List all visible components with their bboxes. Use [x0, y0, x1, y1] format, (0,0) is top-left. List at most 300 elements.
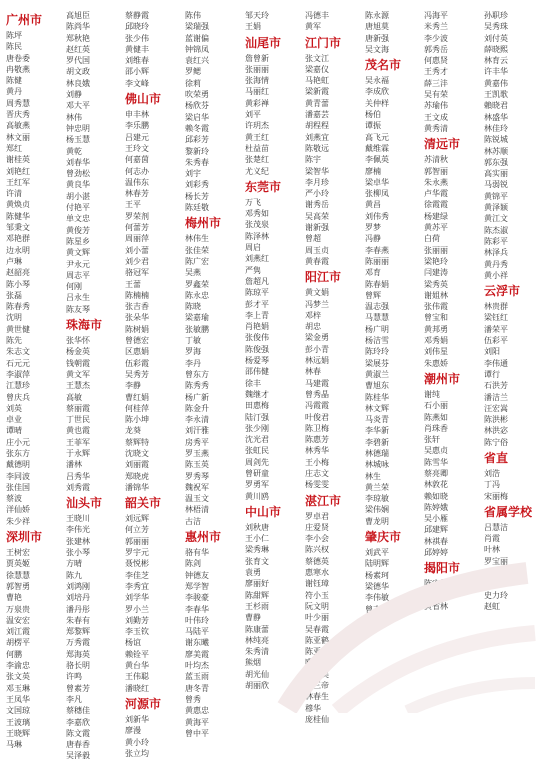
- column-3: [125, 10, 175, 759]
- person-name: 蔡辉特: [125, 437, 149, 447]
- person-name: 周秀慧: [6, 98, 30, 108]
- person-name: 曾秀晶: [305, 389, 329, 399]
- person-name: 林佳玲: [484, 123, 508, 133]
- person-name: 黄淑兰: [365, 369, 389, 379]
- person-name: 王红军: [6, 177, 30, 187]
- person-name: 叶伟玲: [185, 615, 209, 625]
- person-name: 林苏顺: [484, 146, 508, 156]
- person-name: 吹荣勇: [185, 90, 209, 100]
- person-name: 朱春有: [66, 615, 90, 625]
- person-name: 郑海英: [66, 649, 90, 659]
- person-name: 邓大平: [66, 101, 90, 111]
- person-name: 胡忠: [305, 322, 321, 332]
- person-name: 袁红兴: [185, 56, 209, 66]
- person-name: 梁伟娴: [365, 505, 389, 515]
- person-name: 吴泽毅: [66, 751, 90, 761]
- person-name: 刘小蕾: [125, 245, 149, 255]
- person-name: 潘丹彤: [66, 604, 90, 614]
- person-name: 朱志文: [6, 347, 30, 357]
- person-name: 黄嘉伟: [484, 78, 508, 88]
- person-name: 廖楠: [365, 166, 381, 176]
- person-name: 邓秀如: [245, 209, 269, 219]
- person-name: 吴燕: [185, 268, 201, 278]
- person-name: 吴永福: [365, 76, 389, 86]
- person-name: 刘燕宜: [305, 132, 329, 142]
- person-name: 吴惠贞: [424, 446, 448, 456]
- person-name: 戴维霖: [365, 143, 389, 153]
- person-name: 李伟敏: [365, 593, 389, 603]
- person-name: 尤义纪: [245, 166, 269, 176]
- person-name: 江慧珍: [6, 381, 30, 391]
- person-name: 林贵群: [484, 302, 508, 312]
- person-name: 黄文辉: [66, 248, 90, 258]
- person-name: 张东方: [6, 448, 30, 458]
- person-name: 林远娟: [305, 356, 329, 366]
- person-name: 叶俊君: [305, 412, 329, 422]
- person-name: 彭才平: [245, 299, 269, 309]
- person-name: 林盛华: [484, 112, 508, 122]
- person-name: 关仲样: [365, 98, 389, 108]
- person-name: 曾超: [305, 234, 321, 244]
- person-name: 郑晓虎: [125, 471, 149, 481]
- person-name: 林城咏: [365, 460, 389, 470]
- person-name: 潘锦华: [125, 482, 149, 492]
- person-name: 罗海: [185, 347, 201, 357]
- person-name: 罗宝丽: [484, 556, 508, 566]
- person-name: 谢新强: [305, 223, 329, 233]
- person-name: 何嘉茵: [125, 155, 149, 165]
- person-name: 林洪宓: [484, 426, 508, 436]
- person-name: 梁秀英: [424, 279, 448, 289]
- city-heading: 佛山市: [125, 92, 162, 107]
- person-name: 张磊: [6, 290, 22, 300]
- person-name: 晋庆秀: [6, 110, 30, 120]
- person-name: 罗荣剂: [125, 211, 149, 221]
- person-name: 申丰林: [125, 110, 149, 120]
- person-name: 王小仁: [245, 534, 269, 544]
- person-name: 刘伟星: [424, 347, 448, 357]
- city-heading: 深圳市: [6, 530, 43, 545]
- person-name: 林生: [365, 471, 381, 481]
- person-name: 徐霞霞: [424, 200, 448, 210]
- city-heading: 云浮市: [484, 284, 521, 299]
- person-name: 朱秀春: [185, 157, 209, 167]
- person-name: 边永明: [6, 245, 30, 255]
- person-name: 张丹虹: [484, 579, 508, 589]
- person-name: 谭振: [365, 121, 381, 131]
- person-name: 李伟通: [484, 358, 508, 368]
- person-name: 曾素芳: [66, 683, 90, 693]
- person-name: 曹静: [245, 613, 261, 623]
- person-name: 马建霞: [305, 378, 329, 388]
- person-name: 李淑萍: [6, 369, 30, 379]
- person-name: 庄小元: [6, 437, 30, 447]
- person-name: 李秀宜: [125, 581, 149, 591]
- person-name: 陈泽林: [245, 231, 269, 241]
- person-name: 梁钰红: [484, 313, 508, 323]
- person-name: 刘秋唐: [245, 522, 269, 532]
- person-name: 张建林: [66, 536, 90, 546]
- person-name: 张丽丽: [245, 64, 269, 74]
- person-name: 刘学华: [125, 593, 149, 603]
- column-9: [484, 10, 534, 612]
- person-name: 曹旭东: [365, 381, 389, 391]
- person-name: 梁德华: [365, 581, 389, 591]
- person-name: 杨爱琴: [245, 356, 269, 366]
- person-name: 张佳荣: [185, 245, 209, 255]
- person-name: 苏瑜伟: [424, 101, 448, 111]
- person-name: 邓秀娟: [424, 336, 448, 346]
- person-name: 冯霞霞: [305, 401, 329, 411]
- person-name: 陈树娟: [125, 324, 149, 334]
- person-name: 杨金英: [66, 347, 90, 357]
- person-name: 陈春秀: [6, 302, 30, 312]
- person-name: 梁智华: [305, 166, 329, 176]
- person-name: 詹曾新: [245, 53, 269, 63]
- person-name: 邱彩芳: [185, 135, 209, 145]
- person-name: 郭秀岳: [424, 44, 448, 54]
- person-name: 杨广新: [185, 392, 209, 402]
- person-name: 黄苏平: [424, 223, 448, 233]
- person-name: 张茂泉: [245, 220, 269, 230]
- person-name: 王晓川: [66, 514, 90, 524]
- person-name: 李华新: [365, 426, 389, 436]
- person-name: 黄文娟: [305, 288, 329, 298]
- person-name: 陈楠楠: [125, 290, 149, 300]
- person-name: 张育文: [245, 556, 269, 566]
- person-name: 杨谊: [125, 638, 141, 648]
- city-heading: 揭阳市: [424, 561, 461, 576]
- person-name: 冉敬燕: [6, 64, 30, 74]
- person-name: 王慧杰: [66, 381, 90, 391]
- person-name: 黄文军: [66, 369, 90, 379]
- person-name: 陈桂华: [365, 392, 389, 402]
- person-name: 吴小雁: [424, 514, 448, 524]
- person-name: 吴秀芳: [125, 369, 149, 379]
- person-name: 李少波: [424, 33, 448, 43]
- person-name: 米秀兰: [424, 22, 448, 32]
- person-name: 单文忠: [66, 214, 90, 224]
- person-name: 何鹏: [6, 649, 22, 659]
- person-name: 王凤华: [6, 694, 30, 704]
- person-name: 李渝忠: [6, 661, 30, 671]
- person-name: 朱永燕: [424, 177, 448, 187]
- person-name: 高飞元: [365, 132, 389, 142]
- person-name: 蔡波: [6, 494, 22, 504]
- person-name: 刘伟秀: [365, 211, 389, 221]
- person-name: 方晴: [66, 559, 82, 569]
- person-name: 吴有荣: [424, 90, 448, 100]
- person-name: 魏继才: [245, 389, 269, 399]
- person-name: 杨玉慧: [66, 135, 90, 145]
- person-name: 张俊伟: [245, 333, 269, 343]
- person-name: 符小玉: [305, 590, 329, 600]
- person-name: 谢秀岳: [305, 200, 329, 210]
- person-name: 许玥杰: [245, 121, 269, 131]
- person-name: 刘新华: [125, 714, 149, 724]
- person-name: 汪宏嵩: [484, 403, 508, 413]
- person-name: 张文江: [305, 53, 329, 63]
- person-name: 欧远强: [305, 658, 329, 668]
- person-name: 钟锦凤: [185, 44, 209, 54]
- person-name: 杨洁雪: [365, 336, 389, 346]
- person-name: 吴文海: [365, 44, 389, 54]
- person-name: 王平: [125, 200, 141, 210]
- person-name: 沈光君: [245, 435, 269, 445]
- person-name: 谢东曦: [185, 638, 209, 648]
- person-name: 梁启华: [185, 112, 209, 122]
- city-heading: 阳江市: [305, 270, 342, 285]
- person-name: 高敏燕: [6, 121, 30, 131]
- person-name: 古洁: [185, 516, 201, 526]
- person-name: 王菲军: [66, 437, 90, 447]
- person-name: 许鸣: [66, 672, 82, 682]
- person-name: 李玉钦: [125, 627, 149, 637]
- person-name: 朱秀清: [245, 647, 269, 657]
- person-name: 卓业: [6, 415, 22, 425]
- person-name: 陈民: [6, 42, 22, 52]
- person-name: 张少伟: [125, 33, 149, 43]
- person-name: 惠寒水: [305, 568, 329, 578]
- person-name: 陈雪华: [424, 457, 448, 467]
- column-5: [245, 10, 295, 691]
- person-name: 沈明: [6, 313, 22, 323]
- person-name: 曹艳: [6, 593, 22, 603]
- person-name: 陈晓: [185, 302, 201, 312]
- person-name: 林祺春: [424, 536, 448, 546]
- person-name: 王秀才: [424, 67, 448, 77]
- person-name: 廖美霞: [185, 649, 209, 659]
- person-name: 吴秀珠: [484, 22, 508, 32]
- person-name: 田惠梅: [245, 401, 269, 411]
- person-name: 黄海平: [185, 717, 209, 727]
- person-name: 王杉雨: [245, 601, 269, 611]
- person-name: 黄世健: [6, 324, 30, 334]
- person-name: 罗小兰: [125, 604, 149, 614]
- person-name: 蓝谢偏: [185, 33, 209, 43]
- person-name: 杨伯: [365, 110, 381, 120]
- person-name: 陈永忠: [185, 290, 209, 300]
- person-name: 温志强: [365, 302, 389, 312]
- person-name: 李静: [125, 381, 141, 391]
- person-name: 李小会: [305, 534, 329, 544]
- person-name: 阮文明: [305, 601, 329, 611]
- person-name: 钟忠明: [66, 123, 90, 133]
- person-name: 黄乾: [66, 146, 82, 156]
- person-name: 黄焕贞: [6, 200, 30, 210]
- person-name: 李月珍: [305, 177, 329, 187]
- person-name: 李伟光: [66, 525, 90, 535]
- person-name: 周志平: [66, 270, 90, 280]
- person-name: 张立均: [125, 748, 149, 758]
- person-name: 陈锐城: [484, 135, 508, 145]
- person-name: 邱建辉: [424, 525, 448, 535]
- person-name: 曾庆兵: [6, 392, 30, 402]
- person-name: 胡小湛: [66, 191, 90, 201]
- person-name: 许丰华: [484, 67, 508, 77]
- person-name: 梁嘉仪: [305, 64, 329, 74]
- person-name: 张朵华: [125, 313, 149, 323]
- person-name: 王玲文: [125, 143, 149, 153]
- person-name: 唐冬青: [185, 683, 209, 693]
- person-name: 陈玉英: [185, 460, 209, 470]
- person-name: 王树宏: [6, 548, 30, 558]
- person-name: 梁艳玲: [424, 256, 448, 266]
- person-name: 熊烟: [245, 658, 261, 668]
- person-name: 陈金升: [185, 403, 209, 413]
- person-name: 邵小辉: [125, 67, 149, 77]
- person-name: 袁勇: [245, 568, 261, 578]
- person-name: 黄青蕾: [305, 98, 329, 108]
- person-name: 黄江文: [484, 214, 508, 224]
- person-name: 陈三帝: [305, 681, 329, 691]
- person-name: 唐新强: [365, 33, 389, 43]
- person-name: 严隽: [245, 265, 261, 275]
- person-name: 陈春娟: [365, 279, 389, 289]
- person-name: 李成欣: [365, 87, 389, 97]
- person-name: 周启: [245, 243, 261, 253]
- person-name: 张佳国: [6, 482, 30, 492]
- city-heading: 肇庆市: [365, 530, 402, 545]
- person-name: 罗勇军: [245, 480, 269, 490]
- person-name: 李上青: [245, 310, 269, 320]
- person-name: 黄春霞: [305, 256, 329, 266]
- person-name: 林梧清: [185, 505, 209, 515]
- person-name: 王凯歌: [484, 90, 508, 100]
- person-name: 张红悦: [424, 590, 448, 600]
- city-heading: 清远市: [424, 137, 461, 152]
- person-name: 周剑先: [245, 457, 269, 467]
- person-name: 叶林: [484, 545, 500, 555]
- person-name: 洋仙娇: [6, 505, 30, 515]
- city-heading: 省直: [484, 450, 509, 465]
- person-name: 孙职珍: [484, 11, 508, 20]
- city-heading: 珠海市: [66, 318, 103, 333]
- person-name: 黄良华: [66, 180, 90, 190]
- person-name: 张华怀: [66, 336, 90, 346]
- person-name: 陈卫梅: [305, 423, 329, 433]
- person-name: 张丽丽: [424, 245, 448, 255]
- person-name: 林伟生: [185, 234, 209, 244]
- person-name: 陈洪彬: [484, 415, 508, 425]
- person-name: 何刚: [66, 282, 82, 292]
- person-name: 刘春华: [66, 157, 90, 167]
- person-name: 陈燕如: [424, 412, 448, 422]
- person-name: 庞桂仙: [305, 714, 329, 724]
- person-name: 肖珠香: [424, 423, 448, 433]
- person-name: 谭晴: [6, 426, 22, 436]
- person-name: 陈玲玲: [365, 347, 389, 357]
- person-name: 万飞: [245, 197, 261, 207]
- person-name: 陈小琴: [6, 279, 30, 289]
- person-name: 郑黎辉: [66, 627, 90, 637]
- person-name: 刘勤芳: [125, 615, 149, 625]
- person-name: 梁展芬: [365, 358, 389, 368]
- person-name: 曾吉玲: [365, 604, 389, 614]
- person-name: 郭丽丽: [125, 536, 149, 546]
- person-name: 陈尚华: [66, 22, 90, 32]
- person-name: 吴春霞: [305, 624, 329, 634]
- person-name: 宋丽梅: [484, 491, 508, 501]
- person-name: 黄兰荣: [365, 482, 389, 492]
- person-name: 刘培丹: [66, 593, 90, 603]
- person-name: 蔡穗佳: [66, 706, 90, 716]
- person-name: 陈宇: [305, 155, 321, 165]
- person-name: 李丹: [185, 358, 201, 368]
- person-name: 黄健丰: [125, 44, 149, 54]
- person-name: 李佩英: [365, 155, 389, 165]
- person-name: 吕永生: [66, 293, 90, 303]
- person-name: 李永清: [185, 415, 209, 425]
- person-name: 庄志文: [305, 468, 329, 478]
- person-name: 林德瑞: [365, 448, 389, 458]
- person-name: 骆冠军: [125, 268, 149, 278]
- person-name: 王娟: [245, 22, 261, 32]
- city-heading: 广州市: [6, 13, 43, 27]
- person-name: 林伟: [66, 112, 82, 122]
- person-name: 高旭臣: [66, 11, 90, 20]
- person-name: 黄秀清: [424, 123, 448, 133]
- person-name: 黄昌: [365, 200, 381, 210]
- person-name: 郑学智: [185, 581, 209, 591]
- person-name: 高敏: [66, 392, 82, 402]
- person-name: 叶均杰: [185, 661, 209, 671]
- person-name: 张小琴: [66, 548, 90, 558]
- person-name: 梁嘉瑜: [185, 313, 209, 323]
- person-name: 王波璃: [6, 717, 30, 727]
- person-name: 刘维春: [125, 56, 149, 66]
- person-name: 罗鑫荣: [185, 279, 209, 289]
- person-name: 林秀华: [305, 446, 329, 456]
- person-name: 陈宁俗: [484, 437, 508, 447]
- person-name: 马琳: [6, 740, 22, 750]
- person-name: 吕秀华: [66, 471, 90, 481]
- column-2: [66, 10, 116, 762]
- person-name: 区惠娟: [125, 347, 149, 357]
- person-name: 万秀霞: [66, 638, 90, 648]
- person-name: 黄泽颖: [484, 203, 508, 213]
- person-name: 白荷: [424, 234, 440, 244]
- person-name: 黄小玲: [125, 737, 149, 747]
- person-name: 郭东强: [484, 157, 508, 167]
- person-name: 卢华霞: [424, 189, 448, 199]
- person-name: 黄小祥: [484, 270, 508, 280]
- person-name: 蓝玉雨: [185, 672, 209, 682]
- person-name: 刘静: [66, 90, 82, 100]
- person-name: 杨建绿: [424, 211, 448, 221]
- person-name: 曾中平: [185, 728, 209, 738]
- person-name: 王文成: [424, 112, 448, 122]
- person-name: 高实丽: [484, 169, 508, 179]
- person-name: 邓艳群: [6, 234, 30, 244]
- person-name: 林文辉: [365, 403, 389, 413]
- person-name: 梁秀琳: [245, 545, 269, 555]
- person-name: 温伟东: [125, 177, 149, 187]
- person-name: 杜益苗: [245, 143, 269, 153]
- person-name: 穆华: [305, 703, 321, 713]
- person-name: 罗宇元: [125, 548, 149, 558]
- person-name: 石小丽: [424, 401, 448, 411]
- person-name: 薛晓熙: [484, 44, 508, 54]
- person-name: 王伟聪: [125, 672, 149, 682]
- city-heading: 江门市: [305, 35, 342, 50]
- person-name: 罗玉燕: [185, 448, 209, 458]
- person-name: 刘远辉: [125, 514, 149, 524]
- person-name: 潘荣平: [484, 324, 508, 334]
- person-name: 黄俊芳: [66, 225, 90, 235]
- person-name: 杨素珂: [365, 570, 389, 580]
- person-name: 伍彩霞: [125, 358, 149, 368]
